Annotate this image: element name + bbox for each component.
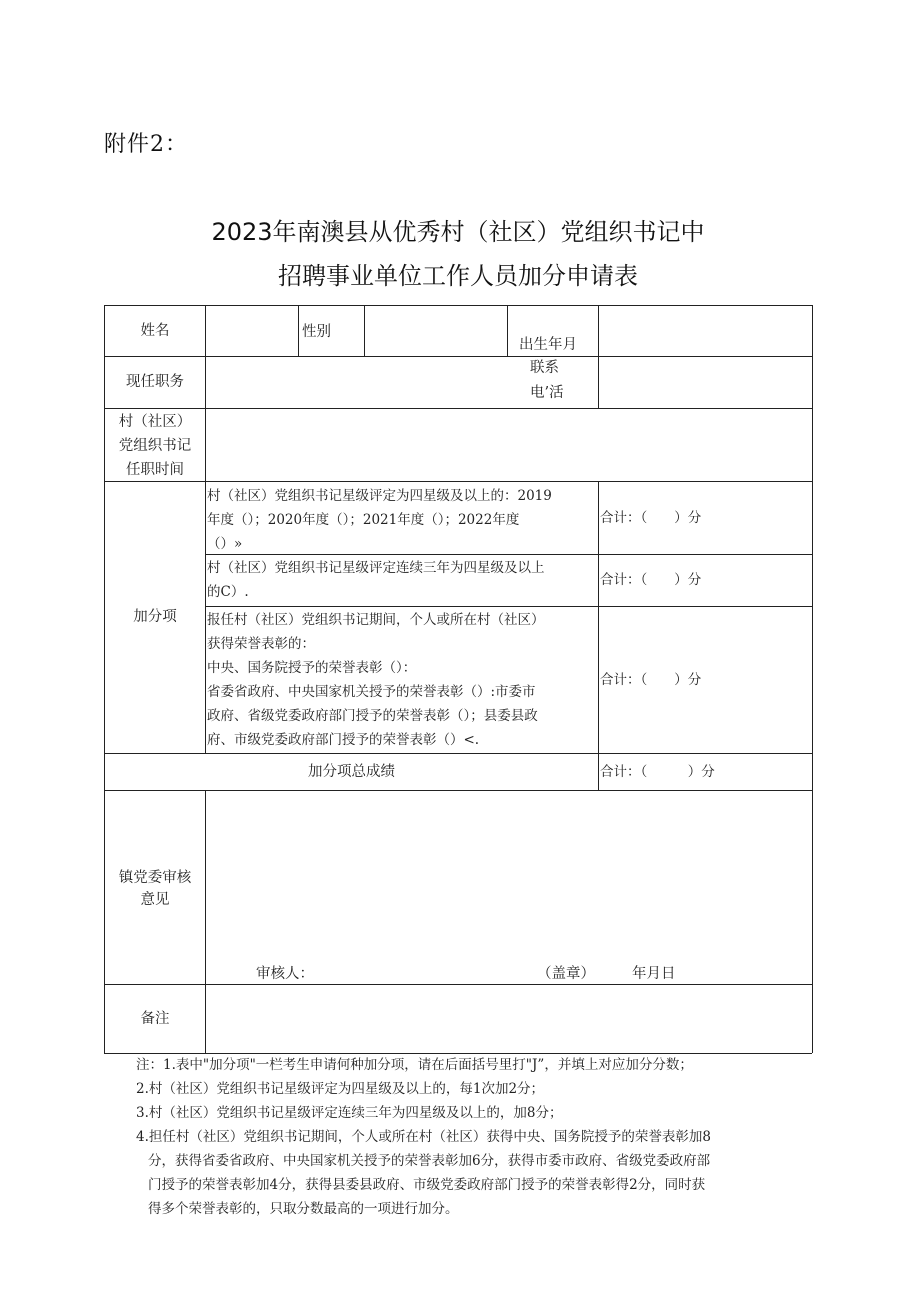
bonus-item-line: 村（社区）党组织书记星级评定连续三年为四星级及以上 [207, 560, 545, 576]
bonus-item-line: 省委省政府、中央国家机关授予的荣誉表彰（）:市委市 [207, 684, 536, 700]
bonus-item-honors [207, 608, 597, 752]
gender-input[interactable] [365, 306, 507, 356]
gender-label: 性别 [302, 324, 331, 340]
note-line: 门授予的荣誉表彰加4分，获得县委县政府、市级党委政府部门授予的荣誉表彰得2分，同时获 [148, 1177, 706, 1193]
bonus-total-value[interactable]: 合计：（ ）分 [600, 764, 715, 780]
bonus-item-line: 府、市级党委政府部门授予的荣誉表彰（）<. [207, 732, 480, 748]
bonus-item-line: 报任村（社区）党组织书记期间，个人或所在村（社区） [207, 612, 545, 628]
note-line: 注：1.表中"加分项"一栏考生申请何种加分项，请在后面括号里打"J”，并填上对应加分分数； [136, 1057, 693, 1073]
bonus-item-consecutive-rating [207, 556, 597, 604]
bonus-item-line: 的C）. [207, 584, 249, 600]
remarks-label: 备注 [140, 1011, 170, 1027]
phone-input[interactable] [599, 357, 811, 408]
form-title-line-1: 2023年南澳县从优秀村（社区）党组织书记中 [211, 218, 705, 246]
birth-label: 出生年月 [519, 337, 577, 353]
review-label-line-2: 意见 [140, 892, 170, 908]
review-opinion-input[interactable] [206, 791, 811, 951]
form-title-line-2: 招聘事业单位工作人员加分申请表 [278, 262, 638, 290]
bonus-total-label: 加分项总成绩 [308, 764, 395, 780]
remarks-input[interactable] [206, 985, 811, 1053]
bonus-item-subtotal[interactable]: 合计：（ ）分 [600, 572, 702, 588]
attachment-label: 附件2： [104, 132, 188, 157]
position-label: 现任职务 [126, 374, 184, 390]
stamp-label: （盖章） [537, 966, 595, 982]
bonus-item-star-rating [207, 484, 597, 556]
phone-label-line-1: 联系 [530, 360, 559, 376]
bonus-item-line: 获得荣誉表彰的： [207, 636, 315, 652]
note-line: 分，获得省委省政府、中央国家机关授予的荣誉表彰加6分，获得市委市政府、省级党委政府部 [148, 1153, 711, 1169]
name-input[interactable] [206, 312, 298, 356]
note-line: 2.村（社区）党组织书记星级评定为四星级及以上的，每1次加2分； [136, 1081, 545, 1097]
reviewer-label: 审核人： [256, 966, 314, 982]
note-line: 4.担任村（社区）党组织书记期间，个人或所在村（社区）获得中央、国务院授予的荣誉表彰加8 [136, 1129, 711, 1145]
notes-section [136, 1053, 796, 1221]
bonus-item-line: 年度（）；2020年度（）；2021年度（）；2022年度 [207, 512, 520, 528]
tenure-label-line-3: 任职时间 [126, 462, 184, 478]
bonus-item-subtotal[interactable]: 合计：（ ）分 [600, 672, 702, 688]
note-line: 得多个荣誉表彰的，只取分数最高的一项进行加分。 [148, 1201, 459, 1217]
bonus-item-line: （）» [207, 536, 243, 552]
bonus-item-line: 中央、国务院授予的荣誉表彰（）： [207, 660, 417, 676]
bonus-item-line: 政府、省级党委政府部门授予的荣誉表彰（）；县委县政 [207, 708, 538, 724]
review-label-line-1: 镇党委审核 [118, 870, 192, 886]
birth-input[interactable] [599, 306, 811, 356]
name-label: 姓名 [140, 323, 170, 339]
bonus-item-line: 村（社区）党组织书记星级评定为四星级及以上的：2019 [207, 488, 552, 504]
tenure-input[interactable] [206, 409, 811, 481]
date-label: 年月日 [632, 966, 676, 982]
tenure-label-line-2: 党组织书记 [118, 438, 192, 454]
tenure-label-line-1: 村（社区） [118, 414, 192, 430]
phone-label-line-2: 电’活 [530, 385, 564, 401]
bonus-label: 加分项 [133, 609, 177, 625]
bonus-item-subtotal[interactable]: 合计：（ ）分 [600, 510, 702, 526]
note-line: 3.村（社区）党组织书记星级评定连续三年为四星级及以上的，加8分； [136, 1105, 563, 1121]
